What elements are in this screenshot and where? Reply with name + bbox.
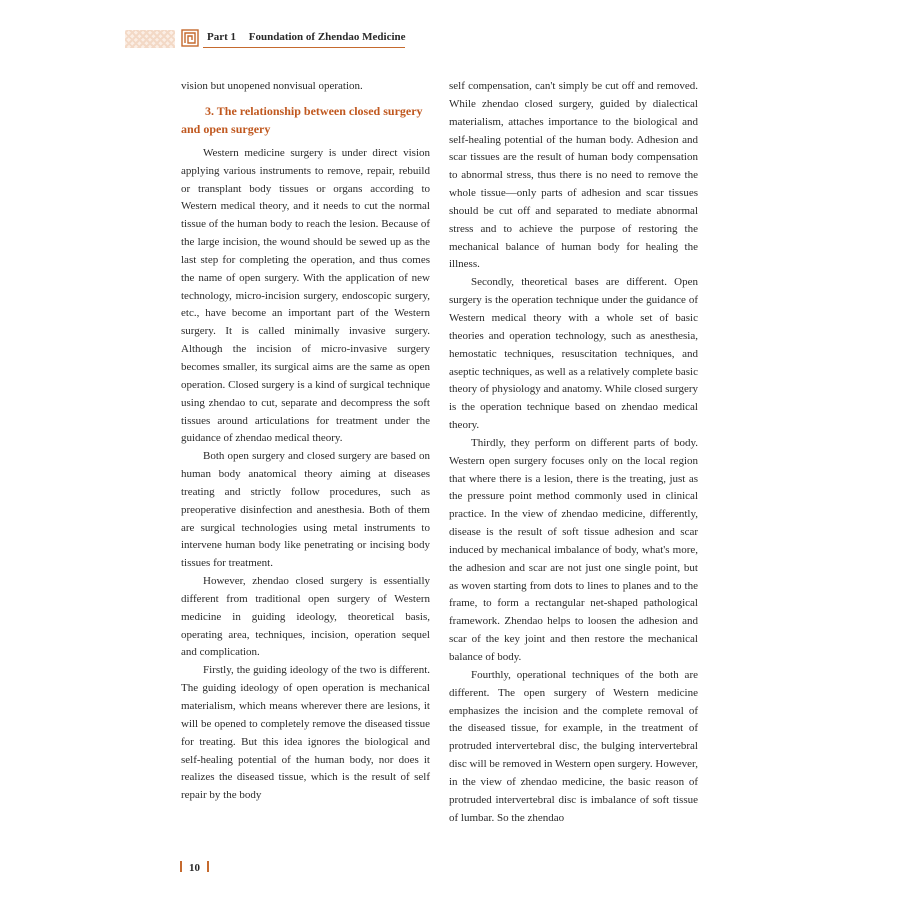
folio-bar-left [180,861,182,872]
header-part-label: Part 1 [207,31,237,43]
paragraph: Western medicine surgery is under direct vision applying various instruments to remove, repair, rebuild or transplant body tissues or organs according to Western medical theory, and it needs to cut the normal tissue of the human body to reach the lesion. Because of the large incision, the wound should be sewed up as the last step for completing the operation, and thus comes the name of open surgery. With the application of new technology, micro-incision surgery, endoscopic surgery, etc., have become an important part of the Western surgery. It is called minimally invasive surgery. Although the incision of micro-invasive surgery becomes smaller, its surgical aims are the same as open operation. Closed surgery is a kind of surgical technique using zhendao to cut, separate and decompress the soft tissues around articulations for treatment under the guidance of zhendao medical theory. [181,146,430,445]
fret-square-icon [181,29,199,47]
paragraph: Both open surgery and closed surgery are based on human body anatomical theory aiming at diseases treating and strictly follow procedures, such as preoperative disinfection and anesthesia. Both of them are surgical technologies using metal instruments to intervene human body like penetrating or incising body tissues for treatment. [181,450,430,570]
paragraph: Secondly, theoretical bases are different. Open surgery is the operation technique under the guidance of Western medical theory with a whole set of basic theories and operation technology, such as anesthesia, hemostatic techniques, resuscitation techniques, and aseptic techniques, as well as a relatively complete basic theory of physiology and anatomy. While closed surgery is the operation technique based on zhendao medical theory. [449,276,698,432]
right-column [449,78,698,827]
paragraph: Fourthly, operational techniques of the both are different. The open surgery of Western medicine emphasizes the incision and the complete removal of the diseased tissue, for example, in the treatment of protruded intervertebral disc, the bulging intervertebral disc will be removed in Western open surgery. However, in the view of zhendao medicine, the basic reason of protruded intervertebral disc is imbalance of soft tissue of lumbar. So the zhendao [449,668,698,824]
folio-bar-right [207,861,209,872]
header-rule [203,47,405,48]
paragraph-continuation: vision but unopened nonvisual operation. [181,80,363,92]
running-header [207,31,406,43]
page-number: 10 [189,862,200,874]
page-folio [180,861,209,874]
section-heading: 3. The relationship between closed surgery and open surgery [181,103,423,136]
left-column [181,78,430,805]
header-chapter-title: Foundation of Zhendao Medicine [248,31,406,43]
paragraph: Thirdly, they perform on different parts of body. Western open surgery focuses only on the local region that where there is a lesion, there is the treating, just as the pressure point method commonly used in clinical practice. In the view of zhendao medicine, differently, disease is the result of soft tissue adhesion and scar induced by mechanical imbalance of body, what's more, the adhesion and scar are not just one single point, but as woven starting from dots to lines to planes and to the frame, to form a rectangular net-shaped pathological framework. Zhendao helps to loosen the adhesion and scar of the key joint and then restore the mechanical balance of body. [449,436,698,663]
paragraph: However, zhendao closed surgery is essentially different from traditional open surgery of Western medicine in guiding ideology, theoretical basis, operating area, techniques, incision, operation sequel and complication. [181,575,430,659]
paragraph: Firstly, the guiding ideology of the two is different. The guiding ideology of open operation is mechanical materialism, which means wherever there are lesions, it will be opened to completely remove the diseased tissue for treating. But this idea ignores the biological and self-healing potential of the human body, nor does it realizes the diseased tissue, which is the result of self repair by the body [181,664,430,802]
paragraph-continuation: self compensation, can't simply be cut off and removed. While zhendao closed surgery, guided by dialectical materialism, attaches importance to the biological and self-healing potential of the human body. Adhesion and scar tissues are the result of human body compensation to abnormal stress, thus there is no need to remove the whole tissue—only parts of adhesion and scar tissues should be cut off and separated to mediate abnormal stress and to achieve the purpose of restoring the mechanical balance of human body for healing the illness. [449,80,698,271]
header-lattice-pattern [125,30,175,48]
